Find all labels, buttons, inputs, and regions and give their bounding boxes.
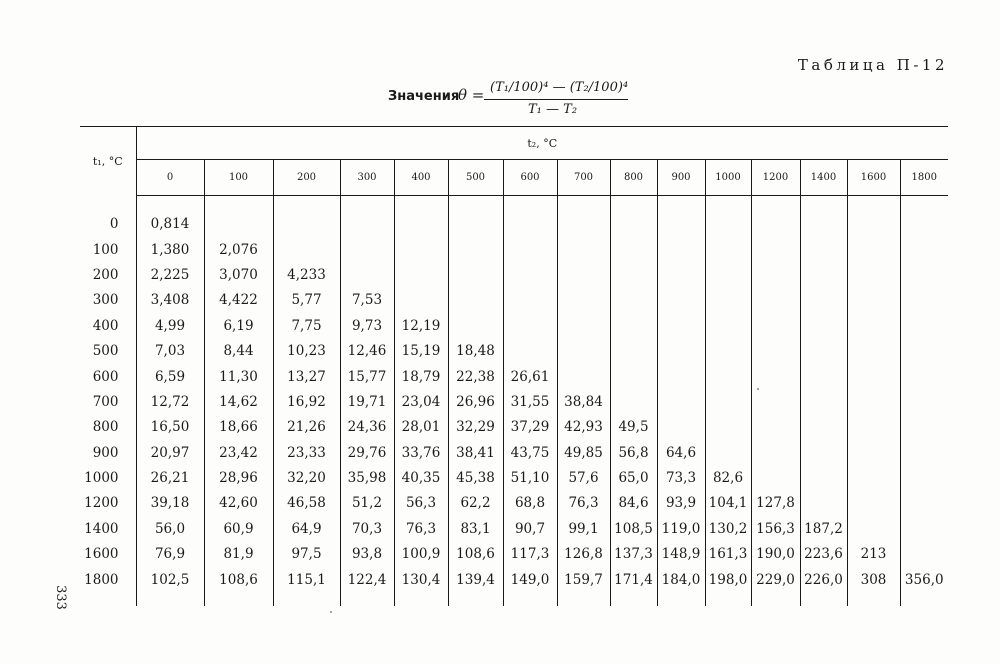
row-header-t1: 900	[80, 440, 136, 465]
table-cell: 26,96	[448, 389, 503, 414]
table-cell	[610, 212, 657, 237]
table-cell: 23,04	[394, 389, 448, 414]
table-cell	[847, 313, 900, 338]
table-cell: 76,9	[136, 542, 204, 567]
row-header-t1: 1000	[80, 465, 136, 490]
table-cell: 115,1	[273, 567, 340, 592]
table-cell	[657, 389, 705, 414]
table-cell	[273, 212, 340, 237]
table-cell: 11,30	[204, 364, 273, 389]
table-cell	[751, 389, 800, 414]
table-cell	[900, 465, 948, 490]
row-header-t1: 800	[80, 415, 136, 440]
table-cell	[900, 288, 948, 313]
table-cell: 10,23	[273, 338, 340, 363]
table-cell: 18,48	[448, 338, 503, 363]
table-cell	[900, 212, 948, 237]
row-header-t1: 400	[80, 313, 136, 338]
table-row	[80, 389, 948, 414]
table-cell	[557, 262, 610, 287]
table-cell: 23,33	[273, 440, 340, 465]
table-cell: 12,19	[394, 313, 448, 338]
column-header: 700	[557, 160, 610, 195]
table-cell	[657, 415, 705, 440]
table-cell	[800, 389, 847, 414]
page-number: 333	[52, 585, 68, 610]
fraction-bar	[484, 99, 628, 100]
table-cell: 49,85	[557, 440, 610, 465]
table-cell	[751, 288, 800, 313]
table-row	[80, 516, 948, 541]
table-cell	[800, 212, 847, 237]
table-cell: 18,79	[394, 364, 448, 389]
table-cell: 46,58	[273, 491, 340, 516]
table-cell: 56,8	[610, 440, 657, 465]
row-header-t1: 1400	[80, 516, 136, 541]
table-cell: 42,60	[204, 491, 273, 516]
table-cell: 0,814	[136, 212, 204, 237]
table-cell: 7,75	[273, 313, 340, 338]
table-cell	[557, 338, 610, 363]
table-cell: 4,422	[204, 288, 273, 313]
table-cell: 148,9	[657, 542, 705, 567]
table-cell	[900, 313, 948, 338]
table-cell: 65,0	[610, 465, 657, 490]
formula-lhs: θ =	[458, 86, 485, 104]
table-body	[80, 195, 948, 606]
table-cell: 24,36	[340, 415, 394, 440]
table-cell: 13,27	[273, 364, 340, 389]
table-cell: 20,97	[136, 440, 204, 465]
table-cell: 43,75	[503, 440, 557, 465]
table-cell: 223,6	[800, 542, 847, 567]
table-cell	[503, 262, 557, 287]
row-header-t1: 600	[80, 364, 136, 389]
table-row	[80, 364, 948, 389]
row-header-t1: 500	[80, 338, 136, 363]
row-header-t1: 700	[80, 389, 136, 414]
row-header-t1: 1200	[80, 491, 136, 516]
table-cell: 16,92	[273, 389, 340, 414]
column-header: 100	[204, 160, 273, 195]
table-cell: 187,2	[800, 516, 847, 541]
table-cell: 126,8	[557, 542, 610, 567]
table-cell: 5,77	[273, 288, 340, 313]
table-cell	[394, 212, 448, 237]
table-cell: 12,72	[136, 389, 204, 414]
table-cell	[705, 389, 751, 414]
table-cell	[900, 237, 948, 262]
table-cell: 97,5	[273, 542, 340, 567]
table-row	[80, 212, 948, 237]
table-cell	[847, 364, 900, 389]
table-cell: 83,1	[448, 516, 503, 541]
table-cell	[751, 364, 800, 389]
table-cell: 130,2	[705, 516, 751, 541]
formula-numerator: (T₁/100)⁴ — (T₂/100)⁴	[490, 80, 629, 95]
table-cell: 35,98	[340, 465, 394, 490]
table-cell	[557, 237, 610, 262]
table-cell: 356,0	[900, 567, 948, 592]
table-cell	[705, 364, 751, 389]
table-cell	[751, 262, 800, 287]
table-cell	[800, 237, 847, 262]
table-cell	[394, 237, 448, 262]
table-cell	[800, 440, 847, 465]
table-cell: 2,225	[136, 262, 204, 287]
table-cell	[610, 389, 657, 414]
table-cell: 122,4	[340, 567, 394, 592]
table-cell: 226,0	[800, 567, 847, 592]
table-cell: 137,3	[610, 542, 657, 567]
table-cell: 39,18	[136, 491, 204, 516]
table-cell: 56,3	[394, 491, 448, 516]
table-cell: 3,070	[204, 262, 273, 287]
table-cell	[503, 237, 557, 262]
table-number-label: Таблица П-12	[797, 56, 948, 74]
table-cell	[751, 313, 800, 338]
table-cell	[657, 262, 705, 287]
table-cell	[847, 212, 900, 237]
table-cell: 22,38	[448, 364, 503, 389]
row-header-t1: 1600	[80, 542, 136, 567]
column-header: 900	[657, 160, 705, 195]
table-cell	[847, 415, 900, 440]
table-cell: 31,55	[503, 389, 557, 414]
table-cell: 127,8	[751, 491, 800, 516]
table-row	[80, 415, 948, 440]
table-cell: 38,41	[448, 440, 503, 465]
table-cell: 82,6	[705, 465, 751, 490]
table-cell: 12,46	[340, 338, 394, 363]
table-row	[80, 262, 948, 287]
table-cell: 21,26	[273, 415, 340, 440]
table-cell	[900, 364, 948, 389]
table-cell	[900, 491, 948, 516]
table-cell	[657, 364, 705, 389]
table-cell	[610, 288, 657, 313]
table-cell: 308	[847, 567, 900, 592]
column-header-row	[80, 160, 948, 195]
table-cell	[751, 237, 800, 262]
table-cell: 49,5	[610, 415, 657, 440]
table-cell	[800, 262, 847, 287]
table-cell: 9,73	[340, 313, 394, 338]
table-cell	[800, 313, 847, 338]
table-cell	[705, 338, 751, 363]
table-cell: 130,4	[394, 567, 448, 592]
table-cell: 139,4	[448, 567, 503, 592]
spacer-row	[80, 195, 948, 212]
table-cell: 42,93	[557, 415, 610, 440]
table-cell	[448, 212, 503, 237]
table-cell: 6,59	[136, 364, 204, 389]
table-cell	[557, 313, 610, 338]
table-cell	[800, 465, 847, 490]
table-cell	[657, 288, 705, 313]
table-cell: 70,3	[340, 516, 394, 541]
table-cell: 15,77	[340, 364, 394, 389]
table-cell	[800, 364, 847, 389]
table-cell	[610, 313, 657, 338]
table-cell: 159,7	[557, 567, 610, 592]
table-cell	[847, 237, 900, 262]
table-cell	[800, 338, 847, 363]
table-cell	[705, 415, 751, 440]
table-cell	[900, 338, 948, 363]
table-cell	[340, 212, 394, 237]
table-cell: 4,99	[136, 313, 204, 338]
table-cell: 184,0	[657, 567, 705, 592]
table-cell: 64,9	[273, 516, 340, 541]
row-header-t1: 100	[80, 237, 136, 262]
bottom-row	[80, 592, 948, 606]
table-cell: 4,233	[273, 262, 340, 287]
table-cell: 56,0	[136, 516, 204, 541]
table-cell: 171,4	[610, 567, 657, 592]
table-cell: 45,38	[448, 465, 503, 490]
table-cell	[900, 542, 948, 567]
table-cell	[900, 516, 948, 541]
print-speck	[757, 388, 759, 390]
table-cell	[751, 465, 800, 490]
table-cell	[657, 237, 705, 262]
table-cell: 108,6	[448, 542, 503, 567]
table-cell: 8,44	[204, 338, 273, 363]
table-cell: 104,1	[705, 491, 751, 516]
table-cell	[751, 212, 800, 237]
table-row	[80, 338, 948, 363]
table-cell: 117,3	[503, 542, 557, 567]
table-cell	[847, 288, 900, 313]
table-cell	[503, 338, 557, 363]
table-cell	[503, 288, 557, 313]
table-cell	[448, 313, 503, 338]
row-header-t1: 300	[80, 288, 136, 313]
table-cell	[657, 212, 705, 237]
table-cell	[800, 415, 847, 440]
table-cell: 57,6	[557, 465, 610, 490]
table-cell	[340, 262, 394, 287]
table-row	[80, 237, 948, 262]
table-cell: 119,0	[657, 516, 705, 541]
column-header: 1000	[705, 160, 751, 195]
table-cell: 1,380	[136, 237, 204, 262]
print-speck	[330, 611, 332, 613]
table-cell	[751, 415, 800, 440]
table-cell: 81,9	[204, 542, 273, 567]
table-cell	[705, 262, 751, 287]
table-cell: 190,0	[751, 542, 800, 567]
table-cell	[751, 338, 800, 363]
table-cell	[204, 212, 273, 237]
table-cell: 51,2	[340, 491, 394, 516]
table-cell: 99,1	[557, 516, 610, 541]
table-cell: 68,8	[503, 491, 557, 516]
table-cell	[705, 288, 751, 313]
table-row	[80, 542, 948, 567]
table-cell: 149,0	[503, 567, 557, 592]
table-cell	[847, 338, 900, 363]
column-header: 1800	[900, 160, 948, 195]
table-cell: 6,19	[204, 313, 273, 338]
formula-caption	[388, 80, 688, 122]
table-cell	[610, 237, 657, 262]
table-cell	[394, 262, 448, 287]
table-cell	[705, 440, 751, 465]
table-cell	[705, 237, 751, 262]
table-cell: 32,29	[448, 415, 503, 440]
table-row	[80, 313, 948, 338]
table-row	[80, 288, 948, 313]
table-cell	[557, 212, 610, 237]
table-cell	[448, 262, 503, 287]
table-cell	[847, 262, 900, 287]
table-cell: 156,3	[751, 516, 800, 541]
table-cell: 108,6	[204, 567, 273, 592]
table-cell	[394, 288, 448, 313]
table-cell	[503, 313, 557, 338]
table-cell	[657, 313, 705, 338]
table-cell	[340, 237, 394, 262]
table-cell	[557, 364, 610, 389]
column-group-label: t₂, °C	[136, 127, 948, 160]
table-cell	[751, 440, 800, 465]
table-row	[80, 491, 948, 516]
table-cell	[900, 415, 948, 440]
table-cell: 76,3	[394, 516, 448, 541]
table-cell: 229,0	[751, 567, 800, 592]
column-header: 0	[136, 160, 204, 195]
table-cell	[610, 338, 657, 363]
table-cell: 93,8	[340, 542, 394, 567]
table-cell: 23,42	[204, 440, 273, 465]
table-cell	[448, 288, 503, 313]
table-cell: 51,10	[503, 465, 557, 490]
column-header: 200	[273, 160, 340, 195]
table-cell: 3,408	[136, 288, 204, 313]
table-cell: 64,6	[657, 440, 705, 465]
table-cell	[900, 262, 948, 287]
row-header-t1: 200	[80, 262, 136, 287]
table-cell: 62,2	[448, 491, 503, 516]
table-cell: 19,71	[340, 389, 394, 414]
table-cell: 84,6	[610, 491, 657, 516]
table-cell	[705, 212, 751, 237]
table-cell	[705, 313, 751, 338]
table-cell: 93,9	[657, 491, 705, 516]
column-header: 800	[610, 160, 657, 195]
table-cell: 161,3	[705, 542, 751, 567]
column-header: 1600	[847, 160, 900, 195]
table-cell	[900, 389, 948, 414]
table-cell: 76,3	[557, 491, 610, 516]
table-cell: 26,61	[503, 364, 557, 389]
table-cell: 18,66	[204, 415, 273, 440]
table-cell: 32,20	[273, 465, 340, 490]
table-cell: 28,96	[204, 465, 273, 490]
table-cell	[847, 465, 900, 490]
table-cell	[847, 491, 900, 516]
row-header-t1: 0	[80, 212, 136, 237]
table-cell	[557, 288, 610, 313]
table-cell: 73,3	[657, 465, 705, 490]
row-header-label: t₁, °C	[80, 127, 136, 196]
table-cell: 16,50	[136, 415, 204, 440]
table-cell	[610, 364, 657, 389]
table-cell	[847, 516, 900, 541]
table-cell: 28,01	[394, 415, 448, 440]
table-cell: 213	[847, 542, 900, 567]
table-cell	[847, 389, 900, 414]
table-cell	[800, 288, 847, 313]
table-cell: 7,03	[136, 338, 204, 363]
formula-word: Значения	[388, 89, 460, 104]
table-cell: 198,0	[705, 567, 751, 592]
table-cell	[503, 212, 557, 237]
table-cell	[800, 491, 847, 516]
table-row	[80, 465, 948, 490]
table-cell	[448, 237, 503, 262]
row-header-t1: 1800	[80, 567, 136, 592]
table-cell	[273, 237, 340, 262]
table-cell: 14,62	[204, 389, 273, 414]
table-cell: 100,9	[394, 542, 448, 567]
table-cell: 37,29	[503, 415, 557, 440]
values-table	[80, 126, 948, 606]
table-cell	[900, 440, 948, 465]
formula-denominator: T₁ — T₂	[528, 102, 578, 117]
table-row	[80, 567, 948, 592]
column-header: 600	[503, 160, 557, 195]
table-cell	[847, 440, 900, 465]
table-cell: 38,84	[557, 389, 610, 414]
table-cell: 33,76	[394, 440, 448, 465]
table-cell	[610, 262, 657, 287]
table-cell: 60,9	[204, 516, 273, 541]
column-header: 1400	[800, 160, 847, 195]
table-cell: 40,35	[394, 465, 448, 490]
column-header: 500	[448, 160, 503, 195]
table-cell: 108,5	[610, 516, 657, 541]
table-cell: 26,21	[136, 465, 204, 490]
column-header: 1200	[751, 160, 800, 195]
table-cell: 7,53	[340, 288, 394, 313]
table-cell: 15,19	[394, 338, 448, 363]
table-cell: 102,5	[136, 567, 204, 592]
column-header: 300	[340, 160, 394, 195]
table-cell	[657, 338, 705, 363]
column-header: 400	[394, 160, 448, 195]
table-cell: 2,076	[204, 237, 273, 262]
table-cell: 29,76	[340, 440, 394, 465]
table-cell: 90,7	[503, 516, 557, 541]
table-row	[80, 440, 948, 465]
